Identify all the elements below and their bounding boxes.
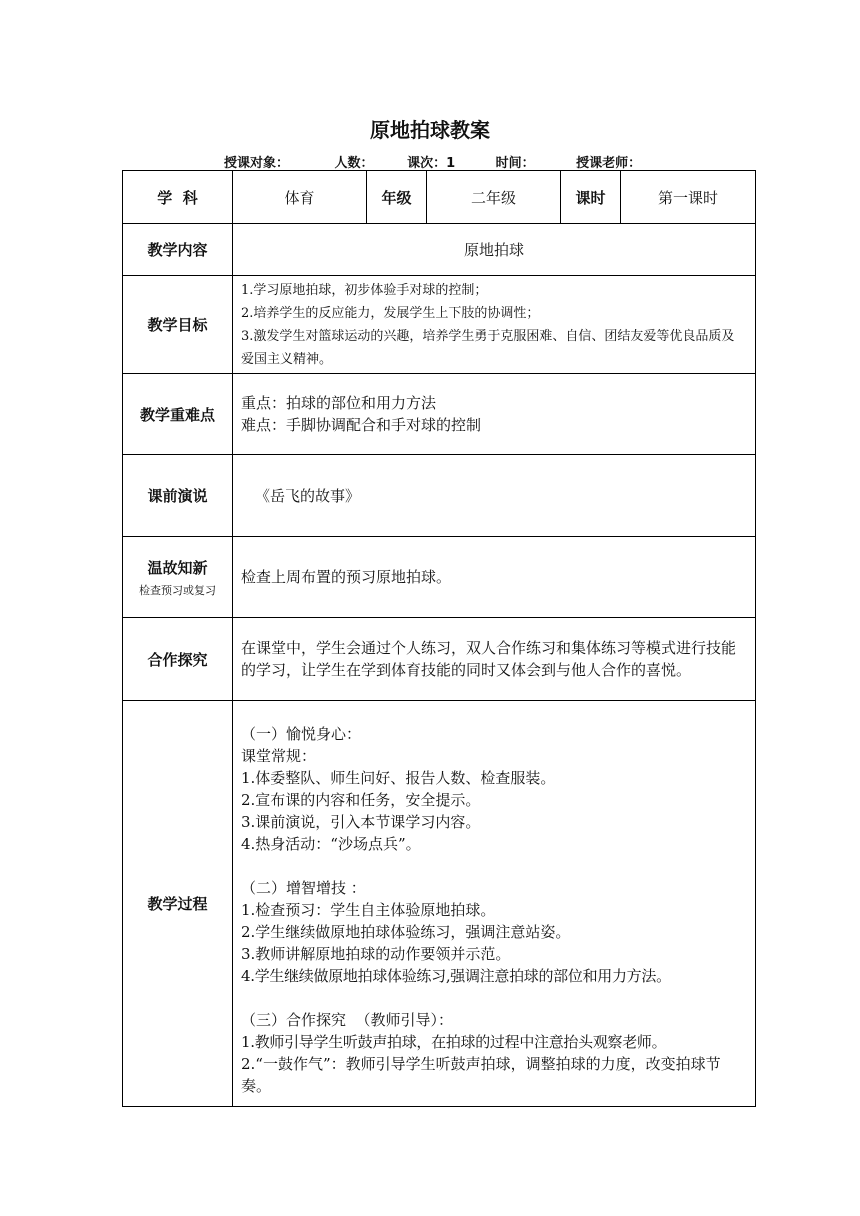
goal-line: 3.激发学生对篮球运动的兴趣，培养学生勇于克服困难、自信、团结友爱等优良品质及爱国主义精神。: [241, 328, 735, 367]
process-cell: [233, 701, 756, 1107]
review-cell: [233, 537, 756, 618]
meta-people: 人数：: [334, 156, 374, 171]
meta-teacher: 授课老师：: [576, 156, 642, 171]
process-line: 课堂常规：: [241, 747, 317, 765]
process-line: 4.学生继续做原地拍球体验练习,强调注意拍球的部位和用力方法。: [241, 967, 671, 985]
cooperation-row: [123, 618, 756, 701]
goals-cell: [233, 276, 756, 374]
period-value: 第一课时: [621, 171, 756, 224]
process-part2-heading: （二）增智增技 ：: [241, 879, 366, 897]
lesson-plan-table: [122, 170, 756, 1107]
process-part1-heading: （一）愉悦身心：: [241, 725, 362, 743]
process-line: 2.“一鼓作气”：教师引导学生听鼓声拍球，调整拍球的力度，改变拍球节奏。: [241, 1055, 721, 1095]
content-row: [123, 224, 756, 276]
content-value: 原地拍球: [233, 224, 756, 276]
pre-speech-label: 课前演说: [123, 455, 233, 537]
subject-label: 学 科: [123, 171, 233, 224]
pre-speech-cell: [233, 455, 756, 537]
process-line: 3.课前演说，引入本节课学习内容。: [241, 813, 481, 831]
cooperation-label: 合作探究: [123, 618, 233, 701]
subject-value: 体育: [233, 171, 367, 224]
process-part3-heading: （三）合作探究 （教师引导）：: [241, 1011, 454, 1029]
review-value: 检查上周布置的预习原地拍球。: [241, 568, 452, 586]
pre-speech-value: 《岳飞的故事》: [255, 486, 361, 505]
process-line: 1.教师引导学生听鼓声拍球，在拍球的过程中注意抬头观察老师。: [241, 1033, 667, 1051]
review-sub-label: 检查预习或复习: [139, 583, 216, 597]
review-row: [123, 537, 756, 618]
period-label: 课时: [561, 171, 621, 224]
process-line: 3.教师讲解原地拍球的动作要领并示范。: [241, 945, 511, 963]
pre-speech-row: [123, 455, 756, 537]
key-points-label: 教学重难点: [123, 374, 233, 455]
key-points-cell: [233, 374, 756, 455]
grade-value: 二年级: [427, 171, 561, 224]
goal-line: 1.学习原地拍球，初步体验手对球的控制；: [241, 282, 488, 298]
process-line: 1.检查预习：学生自主体验原地拍球。: [241, 901, 496, 919]
meta-target: 授课对象：: [224, 156, 290, 171]
lesson-meta-line: [224, 152, 641, 171]
review-label-cell: [123, 537, 233, 618]
goals-label: 教学目标: [123, 276, 233, 374]
process-line: 2.学生继续做原地拍球体验练习，强调注意站姿。: [241, 923, 571, 941]
grade-label: 年级: [367, 171, 427, 224]
review-label: 温故知新: [147, 558, 208, 577]
document-title: 原地拍球教案: [370, 118, 490, 142]
header-row: [123, 171, 756, 224]
goals-row: [123, 276, 756, 374]
meta-lesson: 课次：1: [407, 156, 456, 171]
process-label: 教学过程: [123, 701, 233, 1107]
cooperation-cell: [233, 618, 756, 701]
key-point-line: 重点：拍球的部位和用力方法: [241, 394, 437, 412]
key-points-row: [123, 374, 756, 455]
goal-line: 2.培养学生的反应能力，发展学生上下肢的协调性；: [241, 305, 540, 321]
difficulty-line: 难点：手脚协调配合和手对球的控制: [241, 416, 482, 434]
cooperation-value: 在课堂中，学生会通过个人练习，双人合作练习和集体练习等模式进行技能的学习，让学生在学到体育技能的同时又体会到与他人合作的喜悦。: [241, 639, 737, 679]
process-row: [123, 701, 756, 1107]
meta-time: 时间：: [495, 156, 535, 171]
content-label: 教学内容: [123, 224, 233, 276]
process-line: 1.体委整队、师生问好、报告人数、检查服装。: [241, 769, 556, 787]
process-line: 4.热身活动：“沙场点兵”。: [241, 835, 421, 853]
process-line: 2.宣布课的内容和任务，安全提示。: [241, 791, 481, 809]
